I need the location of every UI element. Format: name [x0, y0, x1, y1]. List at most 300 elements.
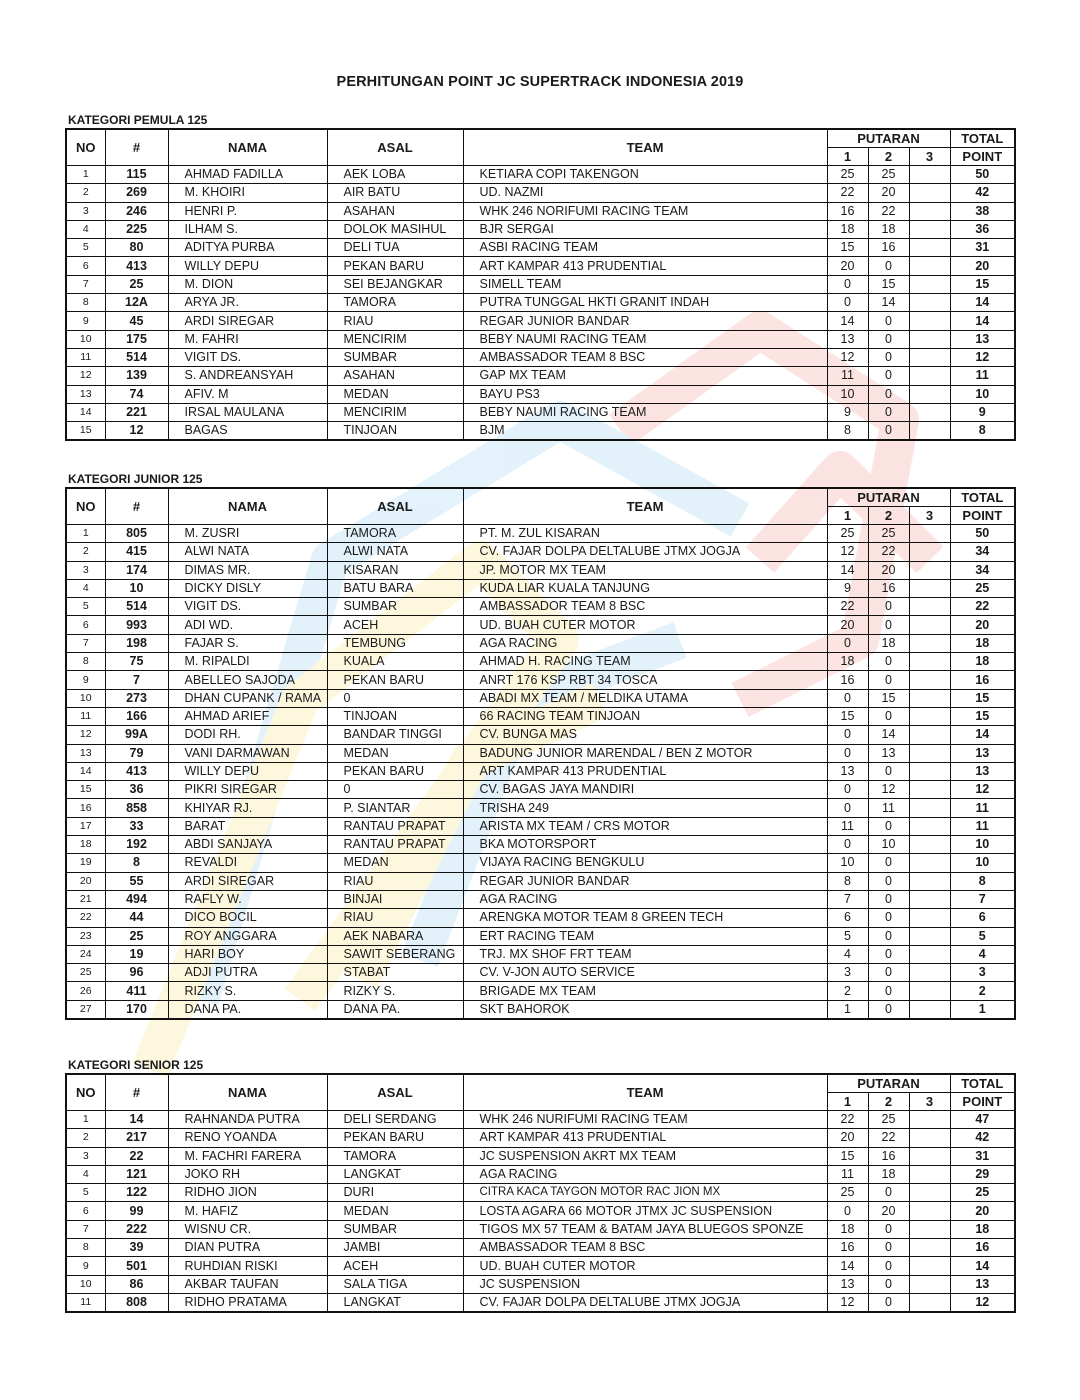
cell-no: 22: [66, 909, 105, 927]
cell-nama: PIKRI SIREGAR: [168, 781, 327, 799]
cell-total-point: 38: [950, 202, 1015, 220]
cell-putaran-3: [909, 1147, 950, 1165]
cell-asal: SUMBAR: [327, 348, 463, 366]
cell-total-point: 15: [950, 707, 1015, 725]
cell-nama: FAJAR S.: [168, 634, 327, 652]
cell-nama: WISNU CR.: [168, 1220, 327, 1238]
cell-asal: BANDAR TINGGI: [327, 726, 463, 744]
cell-asal: RIZKY S.: [327, 982, 463, 1000]
cell-total-point: 10: [950, 854, 1015, 872]
cell-asal: RANTAU PRAPAT: [327, 817, 463, 835]
cell-total-point: 16: [950, 1239, 1015, 1257]
cell-asal: 0: [327, 781, 463, 799]
cell-putaran-2: 25: [868, 1111, 909, 1129]
table-row: [66, 909, 1015, 927]
cell-nama: RIDHO JION: [168, 1184, 327, 1202]
cell-putaran-1: 4: [827, 945, 868, 963]
cell-total-point: 50: [950, 166, 1015, 184]
cell-putaran-3: [909, 579, 950, 597]
cell-asal: BINJAI: [327, 890, 463, 908]
cell-rider-number: 174: [105, 561, 168, 579]
cell-putaran-2: 0: [868, 616, 909, 634]
cell-asal: PEKAN BARU: [327, 1129, 463, 1147]
table-row: [66, 561, 1015, 579]
cell-total-point: 14: [950, 726, 1015, 744]
cell-nama: M. DION: [168, 275, 327, 293]
table-row: [66, 653, 1015, 671]
cell-nama: RENO YOANDA: [168, 1129, 327, 1147]
cell-putaran-2: 0: [868, 945, 909, 963]
cell-asal: STABAT: [327, 964, 463, 982]
cell-asal: DELI SERDANG: [327, 1111, 463, 1129]
cell-putaran-1: 0: [827, 799, 868, 817]
cell-nama: AFIV. M: [168, 385, 327, 403]
cell-nama: AHMAD ARIEF: [168, 707, 327, 725]
table-row: [66, 202, 1015, 220]
cell-team: AMBASSADOR TEAM 8 BSC: [463, 598, 827, 616]
cell-putaran-3: [909, 294, 950, 312]
cell-asal: RIAU: [327, 872, 463, 890]
cell-rider-number: 175: [105, 330, 168, 348]
cell-putaran-3: [909, 1275, 950, 1293]
table-row: [66, 707, 1015, 725]
cell-putaran-1: 11: [827, 1165, 868, 1183]
cell-total-point: 11: [950, 367, 1015, 385]
cell-putaran-2: 11: [868, 799, 909, 817]
cell-putaran-3: [909, 799, 950, 817]
cell-no: 8: [66, 1239, 105, 1257]
cell-nama: ARDI SIREGAR: [168, 312, 327, 330]
cell-nama: ABELLEO SAJODA: [168, 671, 327, 689]
table-row: [66, 166, 1015, 184]
cell-team: AGA RACING: [463, 1165, 827, 1183]
cell-nama: VIGIT DS.: [168, 598, 327, 616]
cell-putaran-1: 22: [827, 598, 868, 616]
table-row: [66, 184, 1015, 202]
cell-putaran-3: [909, 1000, 950, 1019]
cell-total-point: 6: [950, 909, 1015, 927]
cell-putaran-3: [909, 707, 950, 725]
cell-putaran-3: [909, 239, 950, 257]
cell-asal: PEKAN BARU: [327, 671, 463, 689]
cell-putaran-3: [909, 817, 950, 835]
cell-team: KUDA LIAR KUALA TANJUNG: [463, 579, 827, 597]
cell-total-point: 31: [950, 239, 1015, 257]
cell-rider-number: 7: [105, 671, 168, 689]
cell-putaran-2: 0: [868, 1220, 909, 1238]
cell-team: UD. BUAH CUTER MOTOR: [463, 616, 827, 634]
cell-rider-number: 273: [105, 689, 168, 707]
cell-total-point: 4: [950, 945, 1015, 963]
cell-no: 7: [66, 634, 105, 652]
cell-no: 3: [66, 1147, 105, 1165]
cell-putaran-2: 0: [868, 1000, 909, 1019]
cell-team: PT. M. ZUL KISARAN: [463, 525, 827, 543]
cell-team: CITRA KACA TAYGON MOTOR RAC JION MX: [463, 1184, 827, 1202]
cell-putaran-3: [909, 689, 950, 707]
cell-nama: VIGIT DS.: [168, 348, 327, 366]
cell-team: JP. MOTOR MX TEAM: [463, 561, 827, 579]
cell-asal: ACEH: [327, 616, 463, 634]
table-row: [66, 367, 1015, 385]
cell-asal: LANGKAT: [327, 1165, 463, 1183]
cell-nama: ARDI SIREGAR: [168, 872, 327, 890]
cell-no: 16: [66, 799, 105, 817]
cell-nama: DANA PA.: [168, 1000, 327, 1019]
cell-asal: DANA PA.: [327, 1000, 463, 1019]
table-row: [66, 744, 1015, 762]
cell-rider-number: 55: [105, 872, 168, 890]
cell-total-point: 42: [950, 184, 1015, 202]
cell-no: 13: [66, 744, 105, 762]
cell-team: ERT RACING TEAM: [463, 927, 827, 945]
cell-team: TRJ. MX SHOF FRT TEAM: [463, 945, 827, 963]
cell-asal: MEDAN: [327, 854, 463, 872]
cell-nama: RUHDIAN RISKI: [168, 1257, 327, 1275]
cell-putaran-2: 15: [868, 275, 909, 293]
document-title: PERHITUNGAN POINT JC SUPERTRACK INDONESIA 2019: [336, 74, 744, 90]
cell-rider-number: 993: [105, 616, 168, 634]
table-row: [66, 872, 1015, 890]
cell-rider-number: 86: [105, 1275, 168, 1293]
cell-team: SIMELL TEAM: [463, 275, 827, 293]
cell-putaran-2: 0: [868, 367, 909, 385]
cell-putaran-2: 15: [868, 689, 909, 707]
cell-total-point: 7: [950, 890, 1015, 908]
cell-rider-number: 514: [105, 348, 168, 366]
table-row: [66, 1275, 1015, 1293]
table-row: [66, 927, 1015, 945]
standings-table: [65, 128, 1016, 441]
cell-putaran-1: 16: [827, 202, 868, 220]
standings-table: [65, 487, 1016, 1020]
cell-nama: AHMAD FADILLA: [168, 166, 327, 184]
header-nama: NAMA: [168, 488, 327, 525]
cell-putaran-1: 20: [827, 1129, 868, 1147]
cell-nama: DICO BOCIL: [168, 909, 327, 927]
cell-putaran-1: 0: [827, 275, 868, 293]
cell-nama: DIMAS MR.: [168, 561, 327, 579]
cell-nama: M. KHOIRI: [168, 184, 327, 202]
cell-total-point: 11: [950, 799, 1015, 817]
header-number: #: [105, 129, 168, 166]
cell-team: ASBI RACING TEAM: [463, 239, 827, 257]
cell-putaran-2: 0: [868, 403, 909, 421]
table-row: [66, 330, 1015, 348]
cell-team: SKT BAHOROK: [463, 1000, 827, 1019]
cell-putaran-2: 22: [868, 1129, 909, 1147]
cell-no: 25: [66, 964, 105, 982]
cell-no: 11: [66, 1293, 105, 1312]
cell-putaran-3: [909, 1257, 950, 1275]
cell-total-point: 9: [950, 403, 1015, 421]
cell-total-point: 14: [950, 294, 1015, 312]
cell-no: 10: [66, 689, 105, 707]
table-row: [66, 726, 1015, 744]
cell-putaran-2: 0: [868, 385, 909, 403]
table-row: [66, 890, 1015, 908]
cell-putaran-1: 6: [827, 909, 868, 927]
cell-putaran-2: 0: [868, 330, 909, 348]
cell-putaran-3: [909, 202, 950, 220]
cell-putaran-2: 0: [868, 1257, 909, 1275]
cell-putaran-3: [909, 561, 950, 579]
cell-total-point: 14: [950, 312, 1015, 330]
cell-total-point: 22: [950, 598, 1015, 616]
cell-putaran-3: [909, 653, 950, 671]
cell-total-point: 47: [950, 1111, 1015, 1129]
cell-team: REGAR JUNIOR BANDAR: [463, 872, 827, 890]
cell-putaran-1: 12: [827, 1293, 868, 1312]
header-putaran: PUTARAN: [827, 129, 950, 148]
header-asal: ASAL: [327, 1074, 463, 1111]
cell-putaran-1: 18: [827, 220, 868, 238]
cell-putaran-1: 1: [827, 1000, 868, 1019]
cell-team: CV. FAJAR DOLPA DELTALUBE JTMX JOGJA: [463, 1293, 827, 1312]
cell-putaran-2: 16: [868, 1147, 909, 1165]
cell-putaran-2: 20: [868, 184, 909, 202]
header-total: TOTAL: [950, 129, 1015, 148]
cell-rider-number: 805: [105, 525, 168, 543]
cell-nama: WILLY DEPU: [168, 762, 327, 780]
cell-asal: PEKAN BARU: [327, 762, 463, 780]
table-row: [66, 385, 1015, 403]
cell-no: 1: [66, 525, 105, 543]
table-row: [66, 275, 1015, 293]
table-row: [66, 616, 1015, 634]
cell-no: 21: [66, 890, 105, 908]
cell-rider-number: 39: [105, 1239, 168, 1257]
cell-no: 15: [66, 781, 105, 799]
cell-putaran-2: 18: [868, 1165, 909, 1183]
header-putaran-2: 2: [868, 148, 909, 166]
cell-asal: RANTAU PRAPAT: [327, 836, 463, 854]
table-row: [66, 634, 1015, 652]
cell-putaran-3: [909, 598, 950, 616]
cell-team: JC SUSPENSION AKRT MX TEAM: [463, 1147, 827, 1165]
cell-putaran-1: 12: [827, 348, 868, 366]
cell-nama: JOKO RH: [168, 1165, 327, 1183]
cell-no: 8: [66, 294, 105, 312]
cell-team: ART KAMPAR 413 PRUDENTIAL: [463, 762, 827, 780]
cell-rider-number: 514: [105, 598, 168, 616]
cell-putaran-2: 20: [868, 1202, 909, 1220]
header-team: TEAM: [463, 1074, 827, 1111]
cell-putaran-3: [909, 330, 950, 348]
cell-nama: KHIYAR RJ.: [168, 799, 327, 817]
cell-putaran-3: [909, 836, 950, 854]
cell-no: 2: [66, 543, 105, 561]
cell-putaran-2: 0: [868, 1184, 909, 1202]
table-row: [66, 1220, 1015, 1238]
cell-total-point: 3: [950, 964, 1015, 982]
cell-rider-number: 166: [105, 707, 168, 725]
standings-table: [65, 1073, 1016, 1313]
cell-no: 26: [66, 982, 105, 1000]
cell-rider-number: 80: [105, 239, 168, 257]
header-point: POINT: [950, 148, 1015, 166]
cell-team: CV. V-JON AUTO SERVICE: [463, 964, 827, 982]
cell-no: 9: [66, 671, 105, 689]
cell-team: AMBASSADOR TEAM 8 BSC: [463, 1239, 827, 1257]
cell-asal: TAMORA: [327, 525, 463, 543]
cell-putaran-1: 15: [827, 1147, 868, 1165]
cell-putaran-2: 14: [868, 294, 909, 312]
cell-putaran-3: [909, 945, 950, 963]
cell-putaran-1: 15: [827, 239, 868, 257]
cell-rider-number: 75: [105, 653, 168, 671]
table-row: [66, 817, 1015, 835]
cell-asal: BATU BARA: [327, 579, 463, 597]
cell-putaran-2: 20: [868, 561, 909, 579]
cell-putaran-2: 0: [868, 257, 909, 275]
cell-team: ARENGKA MOTOR TEAM 8 GREEN TECH: [463, 909, 827, 927]
cell-nama: WILLY DEPU: [168, 257, 327, 275]
cell-rider-number: 14: [105, 1111, 168, 1129]
table-row: [66, 403, 1015, 421]
cell-asal: TAMORA: [327, 1147, 463, 1165]
cell-total-point: 11: [950, 817, 1015, 835]
cell-asal: MENCIRIM: [327, 330, 463, 348]
table-row: [66, 239, 1015, 257]
cell-team: AGA RACING: [463, 634, 827, 652]
cell-no: 1: [66, 1111, 105, 1129]
table-row: [66, 348, 1015, 366]
table-row: [66, 579, 1015, 597]
cell-rider-number: 221: [105, 403, 168, 421]
cell-rider-number: 246: [105, 202, 168, 220]
cell-rider-number: 121: [105, 1165, 168, 1183]
cell-putaran-1: 13: [827, 1275, 868, 1293]
table-row: [66, 525, 1015, 543]
cell-putaran-3: [909, 385, 950, 403]
cell-putaran-1: 0: [827, 781, 868, 799]
cell-putaran-3: [909, 543, 950, 561]
cell-team: ART KAMPAR 413 PRUDENTIAL: [463, 257, 827, 275]
header-point: POINT: [950, 507, 1015, 525]
cell-rider-number: 225: [105, 220, 168, 238]
cell-putaran-3: [909, 927, 950, 945]
cell-putaran-2: 25: [868, 166, 909, 184]
cell-putaran-2: 0: [868, 348, 909, 366]
cell-total-point: 36: [950, 220, 1015, 238]
cell-nama: ADI WD.: [168, 616, 327, 634]
cell-putaran-2: 16: [868, 579, 909, 597]
cell-putaran-3: [909, 348, 950, 366]
cell-rider-number: 12: [105, 422, 168, 441]
cell-asal: KISARAN: [327, 561, 463, 579]
cell-nama: HENRI P.: [168, 202, 327, 220]
cell-team: UD. BUAH CUTER MOTOR: [463, 1257, 827, 1275]
cell-no: 27: [66, 1000, 105, 1019]
header-putaran-1: 1: [827, 1093, 868, 1111]
cell-putaran-1: 0: [827, 744, 868, 762]
cell-nama: IRSAL MAULANA: [168, 403, 327, 421]
cell-asal: ASAHAN: [327, 202, 463, 220]
cell-total-point: 13: [950, 744, 1015, 762]
cell-no: 5: [66, 239, 105, 257]
cell-putaran-2: 0: [868, 598, 909, 616]
cell-no: 4: [66, 1165, 105, 1183]
cell-nama: VANI DARMAWAN: [168, 744, 327, 762]
cell-putaran-2: 0: [868, 982, 909, 1000]
cell-no: 10: [66, 330, 105, 348]
cell-asal: AEK LOBA: [327, 166, 463, 184]
cell-total-point: 18: [950, 653, 1015, 671]
cell-total-point: 31: [950, 1147, 1015, 1165]
cell-asal: AEK NABARA: [327, 927, 463, 945]
cell-putaran-1: 16: [827, 671, 868, 689]
cell-putaran-1: 10: [827, 854, 868, 872]
cell-total-point: 15: [950, 689, 1015, 707]
cell-no: 4: [66, 220, 105, 238]
cell-putaran-1: 0: [827, 294, 868, 312]
cell-putaran-1: 15: [827, 707, 868, 725]
cell-asal: SAWIT SEBERANG: [327, 945, 463, 963]
cell-putaran-3: [909, 1165, 950, 1183]
cell-putaran-1: 16: [827, 1239, 868, 1257]
cell-no: 15: [66, 422, 105, 441]
cell-no: 5: [66, 598, 105, 616]
cell-putaran-2: 0: [868, 1293, 909, 1312]
header-no: NO: [66, 488, 105, 525]
cell-asal: RIAU: [327, 909, 463, 927]
cell-putaran-1: 0: [827, 1202, 868, 1220]
cell-team: AGA RACING: [463, 890, 827, 908]
cell-total-point: 20: [950, 257, 1015, 275]
cell-no: 9: [66, 312, 105, 330]
header-number: #: [105, 488, 168, 525]
cell-putaran-1: 7: [827, 890, 868, 908]
cell-no: 6: [66, 616, 105, 634]
cell-rider-number: 12A: [105, 294, 168, 312]
cell-nama: ILHAM S.: [168, 220, 327, 238]
cell-rider-number: 25: [105, 275, 168, 293]
cell-no: 11: [66, 348, 105, 366]
cell-asal: ALWI NATA: [327, 543, 463, 561]
cell-putaran-3: [909, 403, 950, 421]
cell-putaran-3: [909, 781, 950, 799]
cell-team: BKA MOTORSPORT: [463, 836, 827, 854]
cell-rider-number: 217: [105, 1129, 168, 1147]
cell-no: 13: [66, 385, 105, 403]
cell-total-point: 34: [950, 561, 1015, 579]
cell-putaran-3: [909, 890, 950, 908]
cell-no: 4: [66, 579, 105, 597]
header-putaran-3: 3: [909, 148, 950, 166]
table-row: [66, 257, 1015, 275]
cell-putaran-1: 8: [827, 422, 868, 441]
cell-team: REGAR JUNIOR BANDAR: [463, 312, 827, 330]
table-row: [66, 762, 1015, 780]
table-row: [66, 1257, 1015, 1275]
cell-nama: S. ANDREANSYAH: [168, 367, 327, 385]
cell-rider-number: 99: [105, 1202, 168, 1220]
cell-nama: DICKY DISLY: [168, 579, 327, 597]
cell-putaran-2: 0: [868, 1239, 909, 1257]
cell-nama: M. FACHRI FARERA: [168, 1147, 327, 1165]
header-number: #: [105, 1074, 168, 1111]
cell-putaran-2: 22: [868, 202, 909, 220]
cell-nama: M. RIPALDI: [168, 653, 327, 671]
cell-putaran-3: [909, 1202, 950, 1220]
cell-putaran-1: 20: [827, 616, 868, 634]
cell-nama: ROY ANGGARA: [168, 927, 327, 945]
cell-putaran-3: [909, 184, 950, 202]
cell-putaran-2: 0: [868, 872, 909, 890]
cell-putaran-2: 18: [868, 220, 909, 238]
cell-putaran-3: [909, 634, 950, 652]
